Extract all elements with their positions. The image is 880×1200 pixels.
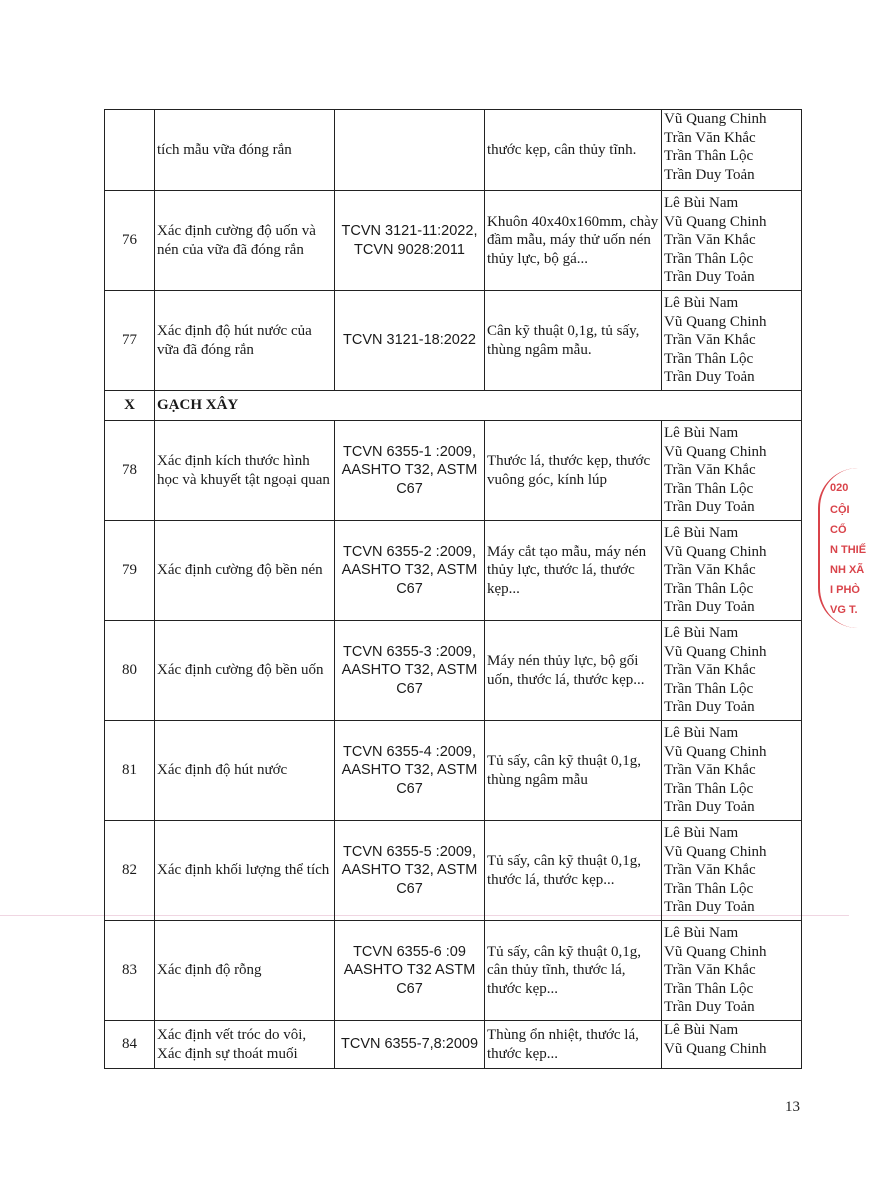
test-name: Xác định độ rỗng: [155, 921, 335, 1021]
staff-name: Trần Văn Khắc: [664, 562, 756, 579]
stamp-text: 020: [830, 482, 849, 494]
staff-name: Trần Duy Toản: [664, 166, 755, 183]
staff-name: Trần Văn Khắc: [664, 962, 756, 979]
test-name: Xác định cường độ bền uốn: [155, 621, 335, 721]
staff-name: Trần Thân Lộc: [664, 580, 754, 597]
staff-name: Trần Thân Lộc: [664, 148, 754, 164]
staff-name: Trần Thân Lộc: [664, 980, 754, 997]
standard-reference: TCVN 6355-6 :09 AASHTO T32 ASTM C67: [335, 921, 485, 1021]
staff-name: Lê Bùi Nam: [664, 525, 739, 542]
table-row: [105, 1021, 802, 1069]
staff-name: Lê Bùi Nam: [664, 425, 739, 442]
row-number: 79: [105, 521, 155, 621]
equipment-list: Khuôn 40x40x160mm, chày đầm mẫu, máy thử uốn nén thủy lực, bộ gá...: [485, 191, 662, 291]
row-number: 83: [105, 921, 155, 1021]
standard-reference: TCVN 6355-3 :2009, AASHTO T32, ASTM C67: [335, 621, 485, 721]
section-number: X: [105, 391, 155, 421]
row-number: 84: [105, 1021, 155, 1069]
stamp-text: NH XÃ: [830, 564, 865, 576]
staff-name: Vũ Quang Chinh: [664, 543, 767, 560]
staff-name: Trần Văn Khắc: [664, 232, 756, 249]
staff-name: Lê Bùi Nam: [664, 825, 739, 842]
standard-reference: TCVN 3121-11:2022, TCVN 9028:2011: [335, 191, 485, 291]
staff-name: Trần Thân Lộc: [664, 880, 754, 897]
standard-reference: TCVN 6355-7,8:2009: [335, 1021, 485, 1069]
row-number: 81: [105, 721, 155, 821]
equipment-list: Máy nén thủy lực, bộ gối uốn, thước lá, thước kẹp...: [485, 621, 662, 721]
standard-reference: TCVN 6355-2 :2009, AASHTO T32, ASTM C67: [335, 521, 485, 621]
staff-name: Trần Thân Lộc: [664, 680, 754, 697]
staff-name: Lê Bùi Nam: [664, 625, 739, 642]
staff-name: Trần Văn Khắc: [664, 662, 756, 679]
staff-name: Trần Duy Toản: [664, 269, 755, 286]
staff-name: Lê Bùi Nam: [664, 295, 739, 312]
staff-list: [662, 110, 802, 191]
staff-name: Vũ Quang Chinh: [664, 643, 767, 660]
staff-list: [662, 1021, 802, 1069]
staff-list: [662, 821, 802, 921]
test-name: tích mẫu vữa đóng rắn: [155, 110, 335, 191]
staff-name: Lê Bùi Nam: [664, 1022, 739, 1038]
row-number: 78: [105, 421, 155, 521]
staff-name: Lê Bùi Nam: [664, 195, 739, 212]
staff-list: [662, 721, 802, 821]
test-name: Xác định độ hút nước: [155, 721, 335, 821]
staff-name: Vũ Quang Chinh: [664, 1040, 767, 1057]
table-row: [105, 721, 802, 821]
staff-name: Vũ Quang Chinh: [664, 443, 767, 460]
staff-name: Vũ Quang Chinh: [664, 111, 767, 127]
staff-list: [662, 291, 802, 391]
row-number: 80: [105, 621, 155, 721]
standard-reference: [335, 110, 485, 191]
equipment-list: Cân kỹ thuật 0,1g, tủ sấy, thùng ngâm mẫu.: [485, 291, 662, 391]
section-header-row: [105, 391, 802, 421]
staff-name: Trần Thân Lộc: [664, 250, 754, 267]
staff-name: Trần Văn Khắc: [664, 862, 756, 879]
staff-list: [662, 921, 802, 1021]
row-number: 76: [105, 191, 155, 291]
table-row: [105, 521, 802, 621]
table-row: [105, 621, 802, 721]
staff-name: Trần Duy Toản: [664, 899, 755, 916]
test-name: Xác định khối lượng thể tích: [155, 821, 335, 921]
standard-reference: TCVN 3121-18:2022: [335, 291, 485, 391]
staff-name: Trần Duy Toản: [664, 799, 755, 816]
staff-name: Trần Thân Lộc: [664, 480, 754, 497]
page-number: 13: [785, 1099, 800, 1115]
staff-name: Trần Duy Toản: [664, 999, 755, 1016]
staff-name: Trần Duy Toản: [664, 599, 755, 616]
staff-name: Vũ Quang Chinh: [664, 743, 767, 760]
staff-name: Trần Duy Toản: [664, 499, 755, 516]
stamp-text: VG T.: [830, 604, 858, 616]
staff-name: Trần Thân Lộc: [664, 780, 754, 797]
standard-reference: TCVN 6355-5 :2009, AASHTO T32, ASTM C67: [335, 821, 485, 921]
staff-name: Trần Văn Khắc: [664, 462, 756, 479]
test-methods-table: [104, 109, 802, 1069]
stamp-text: CỔ: [830, 524, 847, 536]
staff-name: Trần Văn Khắc: [664, 129, 756, 146]
equipment-list: Tủ sấy, cân kỹ thuật 0,1g, cân thủy tĩnh, thước lá, thước kẹp...: [485, 921, 662, 1021]
staff-name: Lê Bùi Nam: [664, 725, 739, 742]
standard-reference: TCVN 6355-1 :2009, AASHTO T32, ASTM C67: [335, 421, 485, 521]
table-row: [105, 421, 802, 521]
staff-list: [662, 421, 802, 521]
staff-name: Trần Duy Toản: [664, 699, 755, 716]
stamp-text: CỘI: [830, 504, 850, 516]
staff-name: Trần Duy Toản: [664, 369, 755, 386]
stamp-text: N THIẾ: [830, 544, 867, 556]
staff-name: Trần Văn Khắc: [664, 332, 756, 349]
stamp-text: I PHÒ: [830, 584, 860, 596]
staff-name: Trần Văn Khắc: [664, 762, 756, 779]
equipment-list: thước kẹp, cân thủy tĩnh.: [485, 110, 662, 191]
table-row: [105, 821, 802, 921]
table-row: [105, 921, 802, 1021]
staff-name: Trần Thân Lộc: [664, 350, 754, 367]
staff-name: Vũ Quang Chinh: [664, 943, 767, 960]
row-number: 82: [105, 821, 155, 921]
staff-list: [662, 521, 802, 621]
staff-list: [662, 191, 802, 291]
staff-list: [662, 621, 802, 721]
section-title: GẠCH XÂY: [155, 391, 802, 421]
staff-name: Vũ Quang Chinh: [664, 843, 767, 860]
equipment-list: Tủ sấy, cân kỹ thuật 0,1g, thước lá, thước kẹp...: [485, 821, 662, 921]
equipment-list: Máy cắt tạo mẫu, máy nén thủy lực, thước lá, thước kẹp...: [485, 521, 662, 621]
row-number: 77: [105, 291, 155, 391]
red-seal-stamp: [818, 468, 880, 628]
test-name: Xác định cường độ bền nén: [155, 521, 335, 621]
staff-name: Lê Bùi Nam: [664, 925, 739, 942]
table-row: [105, 291, 802, 391]
equipment-list: Tủ sấy, cân kỹ thuật 0,1g, thùng ngâm mẫu: [485, 721, 662, 821]
test-name: Xác định cường độ uốn và nén của vữa đã đóng rắn: [155, 191, 335, 291]
table-row: [105, 110, 802, 191]
row-number: [105, 110, 155, 191]
test-name: Xác định kích thước hình học và khuyết tật ngoại quan: [155, 421, 335, 521]
staff-name: Vũ Quang Chinh: [664, 313, 767, 330]
equipment-list: Thùng ổn nhiệt, thước lá, thước kẹp...: [485, 1021, 662, 1069]
test-name: Xác định vết tróc do vôi, Xác định sự thoát muối: [155, 1021, 335, 1069]
test-name: Xác định độ hút nước của vữa đã đóng rắn: [155, 291, 335, 391]
equipment-list: Thước lá, thước kẹp, thước vuông góc, kính lúp: [485, 421, 662, 521]
standard-reference: TCVN 6355-4 :2009, AASHTO T32, ASTM C67: [335, 721, 485, 821]
table-row: [105, 191, 802, 291]
staff-name: Vũ Quang Chinh: [664, 213, 767, 230]
